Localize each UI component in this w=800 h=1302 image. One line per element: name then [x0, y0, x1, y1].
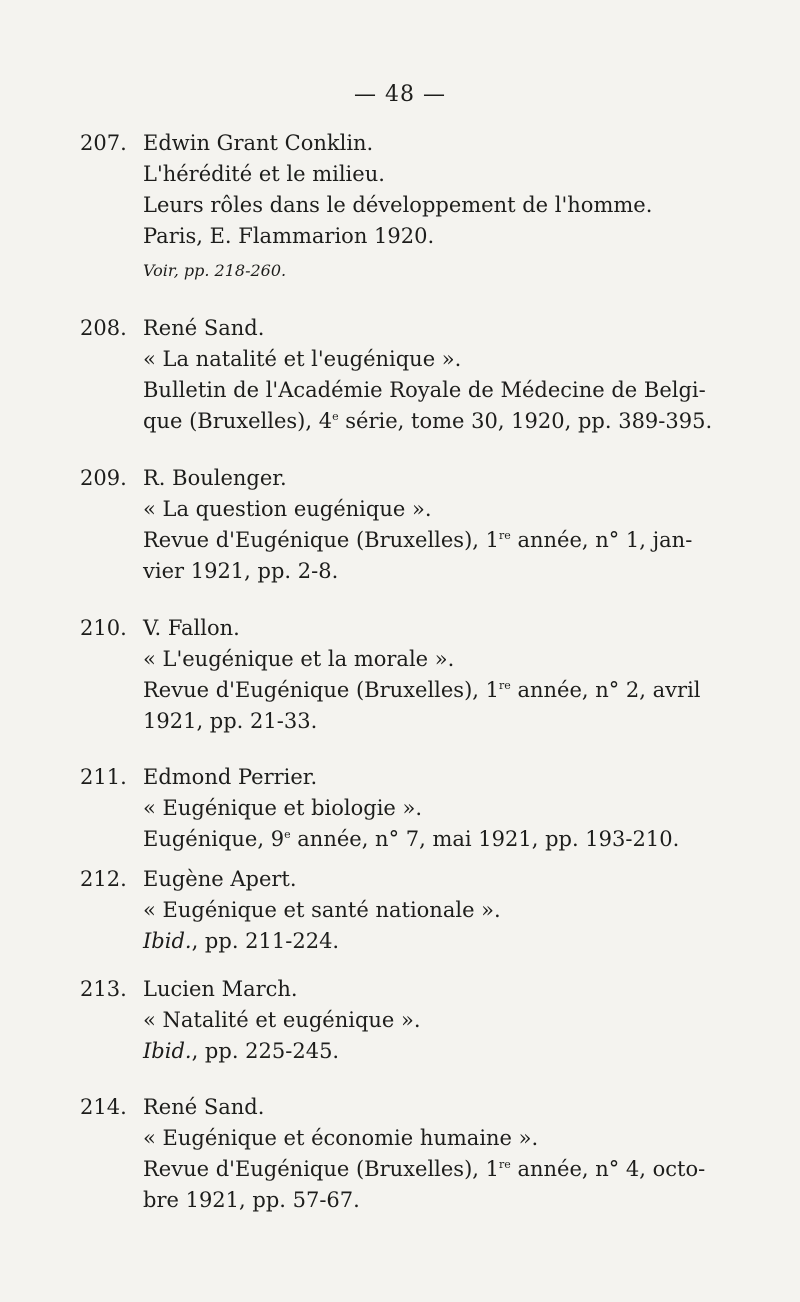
entry-author: René Sand.	[143, 316, 265, 340]
entry-publisher: Paris, E. Flammarion 1920.	[143, 224, 435, 248]
entry-title: « La natalité et l'eugénique ».	[143, 347, 462, 371]
page-number-header: — 48 —	[354, 82, 446, 107]
entry-title: « Eugénique et santé nationale ».	[143, 898, 501, 922]
entry-author: V. Fallon.	[143, 616, 240, 640]
entry-author: Edwin Grant Conklin.	[143, 131, 374, 155]
entry-author: R. Boulenger.	[143, 466, 287, 490]
entry-number: 214.	[80, 1095, 127, 1119]
entry-title: « L'eugénique et la morale ».	[143, 647, 455, 671]
entry-body	[143, 313, 763, 437]
entry-body	[143, 762, 763, 855]
entry-number: 208.	[80, 316, 127, 340]
entry-source: Ibid., pp. 225-245.	[143, 1039, 340, 1063]
entry-subtitle: Leurs rôles dans le développement de l'homme.	[143, 193, 653, 217]
entry-title: L'hérédité et le milieu.	[143, 162, 385, 186]
entry-source: Ibid., pp. 211-224.	[143, 929, 340, 953]
entry-number: 211.	[80, 765, 127, 789]
entry-author: Edmond Perrier.	[143, 765, 318, 789]
entry-source-continued: vier 1921, pp. 2-8.	[143, 559, 339, 583]
entry-number: 207.	[80, 131, 127, 155]
entry-author: Lucien March.	[143, 977, 298, 1001]
entry-title: « Natalité et eugénique ».	[143, 1008, 421, 1032]
entry-title: « Eugénique et économie humaine ».	[143, 1126, 539, 1150]
entry-author: René Sand.	[143, 1095, 265, 1119]
entry-source-continued: 1921, pp. 21-33.	[143, 709, 318, 733]
entry-number: 209.	[80, 466, 127, 490]
entry-source-continued: que (Bruxelles), 4e série, tome 30, 1920, pp. 389-395.	[143, 409, 713, 433]
entry-author: Eugène Apert.	[143, 867, 297, 891]
entry-number: 212.	[80, 867, 127, 891]
entry-source: Revue d'Eugénique (Bruxelles), 1re année, n° 2, avril	[143, 678, 701, 702]
entry-source: Revue d'Eugénique (Bruxelles), 1re année, n° 1, jan-	[143, 528, 693, 552]
entry-note: Voir, pp. 218-260.	[143, 261, 287, 280]
entry-body	[143, 1092, 763, 1216]
entry-source: Bulletin de l'Académie Royale de Médecine de Belgi-	[143, 378, 706, 402]
entry-number: 210.	[80, 616, 127, 640]
entry-source: Eugénique, 9e année, n° 7, mai 1921, pp. 193-210.	[143, 827, 680, 851]
entry-source-continued: bre 1921, pp. 57-67.	[143, 1188, 360, 1212]
entry-body	[143, 974, 763, 1067]
entry-title: « Eugénique et biologie ».	[143, 796, 423, 820]
entry-body	[143, 463, 763, 587]
entry-number: 213.	[80, 977, 127, 1001]
entry-title: « La question eugénique ».	[143, 497, 432, 521]
entry-body	[143, 128, 763, 290]
entry-source: Revue d'Eugénique (Bruxelles), 1re année, n° 4, octo-	[143, 1157, 706, 1181]
entry-body	[143, 864, 763, 957]
entry-body	[143, 613, 763, 737]
